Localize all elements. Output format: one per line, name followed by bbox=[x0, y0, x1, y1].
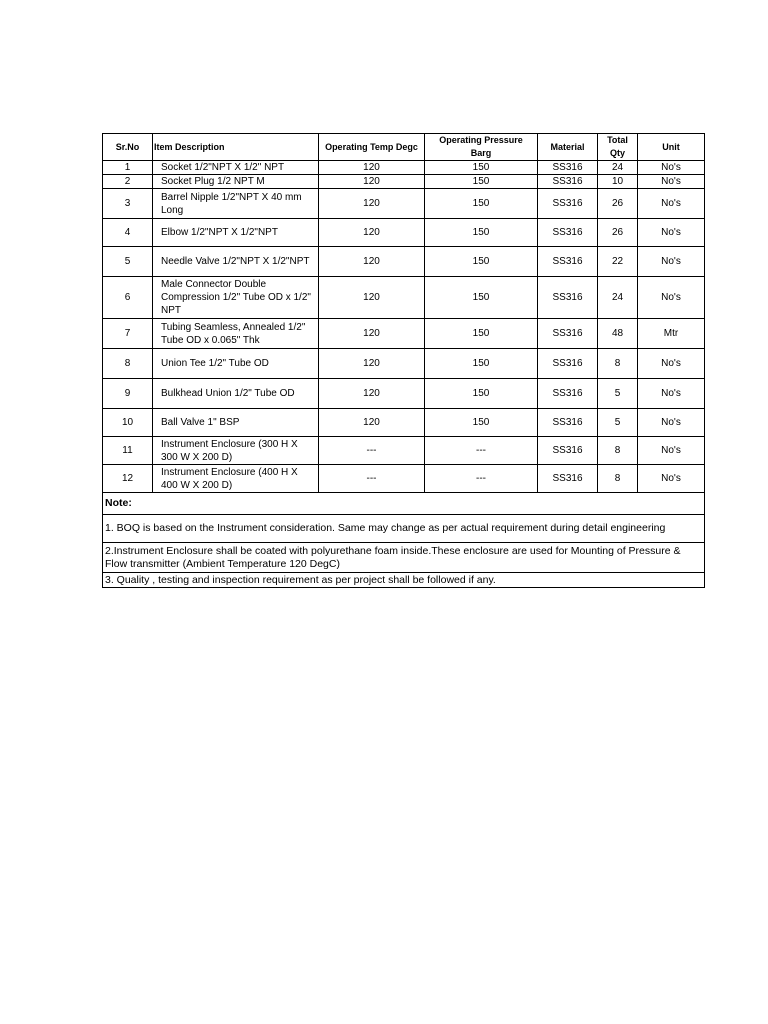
cell-unit: No's bbox=[638, 277, 705, 319]
cell-srno: 3 bbox=[103, 189, 153, 219]
cell-srno: 1 bbox=[103, 161, 153, 175]
cell-total-qty: 26 bbox=[598, 189, 638, 219]
header-total-qty: Total Qty bbox=[598, 134, 638, 161]
cell-operating-temp: 120 bbox=[319, 189, 425, 219]
table-row bbox=[103, 379, 705, 409]
cell-operating-pressure: --- bbox=[425, 437, 538, 465]
cell-total-qty: 8 bbox=[598, 437, 638, 465]
cell-material: SS316 bbox=[538, 247, 598, 277]
cell-srno: 4 bbox=[103, 219, 153, 247]
table-row bbox=[103, 189, 705, 219]
cell-srno: 6 bbox=[103, 277, 153, 319]
cell-material: SS316 bbox=[538, 379, 598, 409]
cell-srno: 9 bbox=[103, 379, 153, 409]
table-body bbox=[103, 161, 705, 493]
cell-operating-pressure: 150 bbox=[425, 161, 538, 175]
table-row bbox=[103, 409, 705, 437]
cell-operating-pressure: --- bbox=[425, 465, 538, 493]
cell-unit: No's bbox=[638, 409, 705, 437]
cell-unit: No's bbox=[638, 161, 705, 175]
cell-operating-temp: 120 bbox=[319, 247, 425, 277]
cell-operating-temp: --- bbox=[319, 437, 425, 465]
table-row bbox=[103, 161, 705, 175]
table-row bbox=[103, 219, 705, 247]
cell-operating-temp: 120 bbox=[319, 219, 425, 247]
cell-item-description: Elbow 1/2"NPT X 1/2"NPT bbox=[153, 219, 319, 247]
table-row bbox=[103, 319, 705, 349]
cell-operating-temp: 120 bbox=[319, 409, 425, 437]
note-item-3: 3. Quality , testing and inspection requirement as per project shall be followed if any. bbox=[103, 573, 705, 588]
cell-total-qty: 26 bbox=[598, 219, 638, 247]
cell-total-qty: 48 bbox=[598, 319, 638, 349]
cell-item-description: Needle Valve 1/2"NPT X 1/2"NPT bbox=[153, 247, 319, 277]
cell-item-description: Barrel Nipple 1/2"NPT X 40 mm Long bbox=[153, 189, 319, 219]
cell-item-description: Tubing Seamless, Annealed 1/2" Tube OD x 0.065" Thk bbox=[153, 319, 319, 349]
cell-material: SS316 bbox=[538, 161, 598, 175]
cell-operating-temp: --- bbox=[319, 465, 425, 493]
cell-unit: No's bbox=[638, 437, 705, 465]
table-row bbox=[103, 465, 705, 493]
header-item-description: Item Description bbox=[153, 134, 319, 161]
table-row bbox=[103, 349, 705, 379]
header-operating-pressure: Operating Pressure Barg bbox=[425, 134, 538, 161]
cell-unit: No's bbox=[638, 189, 705, 219]
cell-operating-pressure: 150 bbox=[425, 409, 538, 437]
cell-material: SS316 bbox=[538, 409, 598, 437]
cell-operating-pressure: 150 bbox=[425, 247, 538, 277]
cell-item-description: Socket Plug 1/2 NPT M bbox=[153, 175, 319, 189]
notes-section bbox=[103, 493, 705, 588]
cell-srno: 10 bbox=[103, 409, 153, 437]
cell-operating-pressure: 150 bbox=[425, 277, 538, 319]
table-row bbox=[103, 277, 705, 319]
cell-material: SS316 bbox=[538, 175, 598, 189]
cell-srno: 5 bbox=[103, 247, 153, 277]
cell-item-description: Union Tee 1/2" Tube OD bbox=[153, 349, 319, 379]
header-material: Material bbox=[538, 134, 598, 161]
cell-srno: 8 bbox=[103, 349, 153, 379]
cell-item-description: Ball Valve 1" BSP bbox=[153, 409, 319, 437]
cell-operating-pressure: 150 bbox=[425, 219, 538, 247]
cell-item-description: Male Connector Double Compression 1/2" Tube OD x 1/2" NPT bbox=[153, 277, 319, 319]
cell-total-qty: 5 bbox=[598, 379, 638, 409]
note-heading: Note: bbox=[103, 493, 705, 515]
cell-unit: No's bbox=[638, 247, 705, 277]
cell-srno: 2 bbox=[103, 175, 153, 189]
cell-operating-temp: 120 bbox=[319, 277, 425, 319]
cell-item-description: Instrument Enclosure (400 H X 400 W X 200 D) bbox=[153, 465, 319, 493]
cell-total-qty: 10 bbox=[598, 175, 638, 189]
header-operating-temp: Operating Temp Degc bbox=[319, 134, 425, 161]
cell-material: SS316 bbox=[538, 277, 598, 319]
table-row bbox=[103, 247, 705, 277]
header-row bbox=[103, 134, 705, 161]
cell-operating-pressure: 150 bbox=[425, 379, 538, 409]
boq-table bbox=[102, 133, 705, 588]
cell-srno: 12 bbox=[103, 465, 153, 493]
cell-material: SS316 bbox=[538, 465, 598, 493]
cell-operating-temp: 120 bbox=[319, 319, 425, 349]
cell-operating-temp: 120 bbox=[319, 379, 425, 409]
cell-srno: 11 bbox=[103, 437, 153, 465]
cell-total-qty: 8 bbox=[598, 465, 638, 493]
header-srno: Sr.No bbox=[103, 134, 153, 161]
cell-operating-pressure: 150 bbox=[425, 349, 538, 379]
cell-operating-pressure: 150 bbox=[425, 319, 538, 349]
cell-operating-temp: 120 bbox=[319, 161, 425, 175]
cell-total-qty: 24 bbox=[598, 161, 638, 175]
cell-material: SS316 bbox=[538, 437, 598, 465]
cell-operating-pressure: 150 bbox=[425, 175, 538, 189]
cell-srno: 7 bbox=[103, 319, 153, 349]
cell-total-qty: 24 bbox=[598, 277, 638, 319]
cell-unit: No's bbox=[638, 349, 705, 379]
note-item-1: 1. BOQ is based on the Instrument consideration. Same may change as per actual requirement during detail engineering bbox=[103, 515, 705, 543]
cell-material: SS316 bbox=[538, 219, 598, 247]
cell-unit: No's bbox=[638, 219, 705, 247]
cell-item-description: Instrument Enclosure (300 H X 300 W X 200 D) bbox=[153, 437, 319, 465]
cell-operating-temp: 120 bbox=[319, 349, 425, 379]
cell-unit: No's bbox=[638, 465, 705, 493]
cell-unit: No's bbox=[638, 175, 705, 189]
cell-unit: Mtr bbox=[638, 319, 705, 349]
table-row bbox=[103, 175, 705, 189]
table-row bbox=[103, 437, 705, 465]
header-unit: Unit bbox=[638, 134, 705, 161]
cell-material: SS316 bbox=[538, 189, 598, 219]
cell-operating-pressure: 150 bbox=[425, 189, 538, 219]
cell-total-qty: 22 bbox=[598, 247, 638, 277]
cell-material: SS316 bbox=[538, 319, 598, 349]
cell-operating-temp: 120 bbox=[319, 175, 425, 189]
cell-material: SS316 bbox=[538, 349, 598, 379]
note-item-2: 2.Instrument Enclosure shall be coated with polyurethane foam inside.These enclosure are used for Mounting of Pressure & Flow transmitter (Ambient Temperature 120 DegC) bbox=[103, 543, 705, 573]
cell-total-qty: 8 bbox=[598, 349, 638, 379]
cell-item-description: Socket 1/2"NPT X 1/2" NPT bbox=[153, 161, 319, 175]
cell-item-description: Bulkhead Union 1/2" Tube OD bbox=[153, 379, 319, 409]
cell-unit: No's bbox=[638, 379, 705, 409]
cell-total-qty: 5 bbox=[598, 409, 638, 437]
